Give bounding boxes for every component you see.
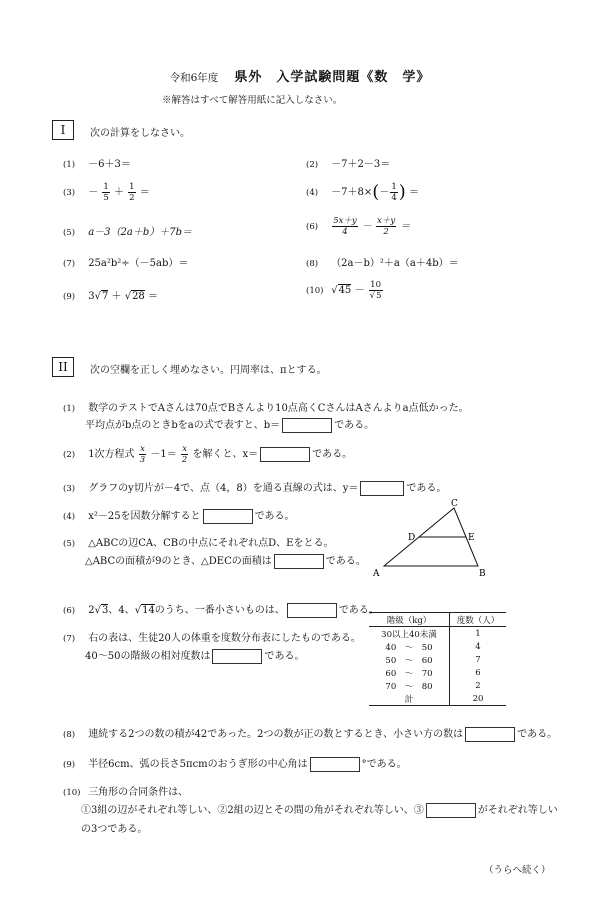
table-row: 50 ～ 60 7 xyxy=(369,653,506,666)
label-a: A xyxy=(373,569,380,579)
answer-blank xyxy=(426,803,476,818)
question-2-2: (2) 1次方程式 $\frac{x}{3}$ －1＝ $\frac{x}{2}$ を解くと、x＝ である。 xyxy=(63,444,353,465)
answer-blank xyxy=(203,509,253,524)
section-1-instruction: 次の計算をしなさい。 xyxy=(90,128,190,139)
answer-blank xyxy=(310,757,360,772)
answer-blank xyxy=(274,554,324,569)
section-2-instruction: 次の空欄を正しく埋めなさい。円周率は、πとする。 xyxy=(90,365,327,376)
section-1-numeral: I xyxy=(60,123,66,137)
question-2-10-line3: の3つである。 xyxy=(81,824,148,835)
label-c: C xyxy=(451,499,458,509)
answer-blank xyxy=(360,481,404,496)
table-total-row: 計 20 xyxy=(369,692,506,706)
fraction: $\frac{x}{2}$ xyxy=(181,444,188,465)
answer-blank xyxy=(465,727,515,742)
fraction: $\frac{1}{4}$ xyxy=(391,182,397,203)
table-row: 70 ～ 80 2 xyxy=(369,679,506,692)
label-e: E xyxy=(468,533,475,543)
problem-1-7: (7) 25a²b²÷（－5ab）＝ xyxy=(63,258,189,269)
section-1-box xyxy=(52,120,74,140)
answer-blank xyxy=(287,603,337,618)
problem-1-6: (6) $\frac{5x+y}{4}$ － $\frac{x+y}{2}$ ＝ xyxy=(306,216,411,237)
fraction: $\frac{1}{5}$ xyxy=(103,182,109,203)
label-d: D xyxy=(408,533,416,543)
problem-1-5: (5) a－3（2a＋b）＋7b＝ xyxy=(63,227,193,238)
problem-1-2: (2) －7＋2－3＝ xyxy=(306,159,391,170)
answer-note: ※解答はすべて解答用紙に記入しなさい。 xyxy=(162,95,343,106)
sqrt-icon: √ xyxy=(94,605,101,616)
problem-1-8: (8) （2a－b）²＋a（a＋4b）＝ xyxy=(306,258,459,269)
frequency-table xyxy=(369,612,506,706)
question-2-1: (1) 数学のテストでAさんは70点でBさんより10点高くCさんはAさんよりa点低かった。 xyxy=(63,403,469,414)
question-2-9: (9) 半径6cm、弧の長さ5πcmのおうぎ形の中心角は °である。 xyxy=(63,759,407,770)
question-2-8: (8) 連続する2つの数の積が42であった。2つの数が正の数とするとき、小さい方の数は である。 xyxy=(63,729,558,740)
exam-title: 県外 入学試験問題《数 学》 xyxy=(234,70,431,85)
question-2-4: (4) x²－25を因数分解すると である。 xyxy=(63,511,295,522)
fraction: $\frac{x+y}{2}$ xyxy=(377,216,396,237)
answer-blank xyxy=(282,418,332,433)
fraction: $\frac{10}{√5}$ xyxy=(369,280,382,301)
problem-1-9: (9) 3√7 ＋ √28 ＝ xyxy=(63,291,158,302)
section-2-numeral: II xyxy=(58,360,68,374)
question-2-7: (7) 右の表は、生徒20人の体重を度数分布表にしたものである。 xyxy=(63,633,361,644)
sqrt-icon: √ xyxy=(124,291,132,302)
fraction: $\frac{1}{2}$ xyxy=(129,182,135,203)
question-2-3: (3) グラフのy切片が－4で、点（4，8）を通る直線の式は、y＝ である。 xyxy=(63,483,447,494)
table-header-row: 階級（kg） 度数（人） xyxy=(369,613,506,627)
question-2-10-line2: ①3組の辺がそれぞれ等しい、②2組の辺とその間の角がそれぞれ等しい、③ がそれぞれ等しい xyxy=(81,805,558,816)
fraction: $\frac{5x+y}{4}$ xyxy=(333,216,357,237)
problem-1-10: (10) √45 － $\frac{10}{√5}$ xyxy=(306,280,382,301)
sqrt-icon: √ xyxy=(134,605,142,616)
question-2-5: (5) △ABCの辺CA、CBの中点にそれぞれ点D、Eをとる。 xyxy=(63,538,334,549)
sqrt-icon: √ xyxy=(94,291,101,302)
exam-year: 令和6年度 xyxy=(169,72,219,84)
question-2-6: (6) 2√3、4、√14のうち、一番小さいものは、 である。 xyxy=(63,605,379,616)
question-2-5-line2: △ABCの面積が9のとき、△DECの面積は である。 xyxy=(85,556,366,567)
question-2-10: (10) 三角形の合同条件は、 xyxy=(63,787,189,798)
page-title xyxy=(0,66,600,85)
sqrt-icon: √ xyxy=(331,285,338,296)
question-2-1-line2: 平均点がb点のときbをaの式で表すと、b＝ である。 xyxy=(85,420,375,431)
table-row: 30以上40未満 1 xyxy=(369,627,506,641)
triangle-figure xyxy=(368,498,492,582)
table-row: 40 ～ 50 4 xyxy=(369,640,506,653)
answer-blank xyxy=(212,649,262,664)
table-row: 60 ～ 70 6 xyxy=(369,666,506,679)
answer-blank xyxy=(260,447,310,462)
continue-note: （うらへ続く） xyxy=(484,865,551,876)
problem-1-1: (1) －6＋3＝ xyxy=(63,159,131,170)
label-b: B xyxy=(479,569,486,579)
problem-1-3: (3) － $\frac{1}{5}$ ＋ $\frac{1}{2}$ ＝ xyxy=(63,182,150,203)
problem-1-4: (4) －7＋8×(－ $\frac{1}{4}$ ) ＝ xyxy=(306,181,419,203)
fraction: $\frac{x}{3}$ xyxy=(139,444,146,465)
question-2-7-line2: 40～50の階級の相対度数は である。 xyxy=(85,651,305,662)
section-2-box xyxy=(52,357,74,377)
